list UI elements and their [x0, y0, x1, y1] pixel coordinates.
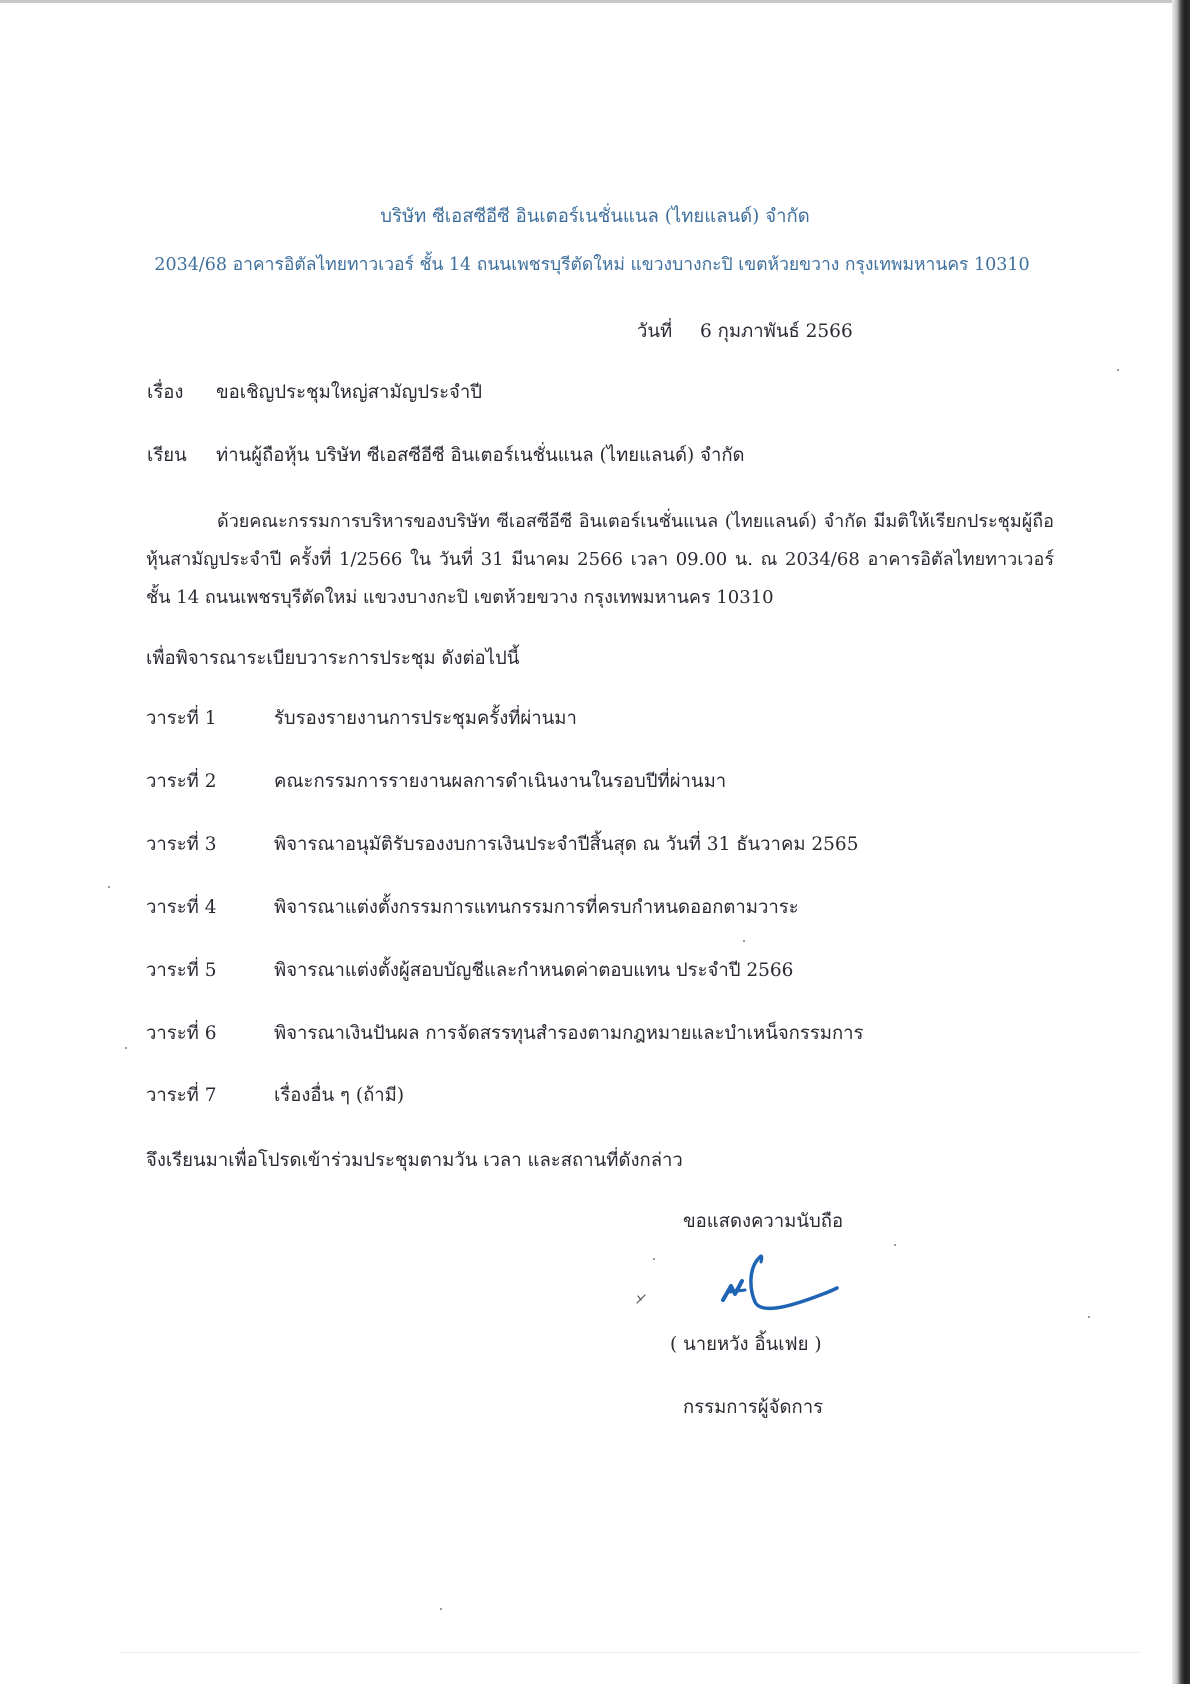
subject-label: เรื่อง [147, 382, 184, 403]
scan-speck [440, 1608, 442, 1610]
agenda-item-5-text: พิจารณาแต่งตั้งผู้สอบบัญชีและกำหนดค่าตอบแทน ประจำปี 2566 [274, 960, 794, 981]
agenda-item-5-number: วาระที่ 5 [146, 960, 217, 981]
regards-text: ขอแสดงความนับถือ [683, 1211, 844, 1232]
agenda-item-6-number: วาระที่ 6 [146, 1023, 217, 1044]
scan-top-edge [0, 0, 1190, 3]
agenda-item-4-text: พิจารณาแต่งตั้งกรรมการแทนกรรมการที่ครบกำหนดออกตามวาระ [274, 897, 799, 918]
agenda-item-2-number: วาระที่ 2 [146, 771, 217, 792]
scan-bottom-line [120, 1652, 1140, 1653]
agenda-item-7-number: วาระที่ 7 [146, 1085, 217, 1106]
scan-speck [1088, 1316, 1090, 1318]
scan-speck [894, 1244, 896, 1246]
scan-speck [1117, 369, 1119, 371]
body-paragraph: ด้วยคณะกรรมการบริหารของบริษัท ซีเอสซีอีซี อินเตอร์เนชั่นแนล (ไทยแลนด์) จำกัด มีมติให้เรียกประชุมผู้ถือหุ้นสามัญประจำปี ครั้งที่ 1/2566 ใน วันที่ 31 มีนาคม 2566 เวลา 09.00 น. ณ 2034/68 อาคารอิตัลไทยทาวเวอร์ ชั้น 14 ถนนเพชรบุรีตัดใหม่ แขวงบางกะปิ เขตห้วยขวาง กรุงเทพมหานคร 10310 [146, 511, 1054, 608]
agenda-item-2-text: คณะกรรมการรายงานผลการดำเนินงานในรอบปีที่ผ่านมา [274, 771, 727, 792]
signer-name: ( นายหวัง อิ้นเฟย ) [670, 1334, 822, 1355]
signer-title: กรรมการผู้จัดการ [683, 1397, 824, 1418]
subject-text: ขอเชิญประชุมใหญ่สามัญประจำปี [216, 382, 482, 403]
agenda-intro: เพื่อพิจารณาระเบียบวาระการประชุม ดังต่อไปนี้ [146, 648, 520, 669]
scan-speck [125, 1047, 127, 1049]
company-address: 2034/68 อาคารอิตัลไทยทาวเวอร์ ชั้น 14 ถนนเพชรบุรีตัดใหม่ แขวงบางกะปิ เขตห้วยขวาง กรุงเทพมหานคร 10310 [154, 255, 1030, 275]
agenda-item-3-text: พิจารณาอนุมัติรับรองงบการเงินประจำปีสิ้นสุด ณ วันที่ 31 ธันวาคม 2565 [274, 834, 859, 855]
closing-text: จึงเรียนมาเพื่อโปรดเข้าร่วมประชุมตามวัน เวลา และสถานที่ดังกล่าว [146, 1150, 683, 1171]
date-label: วันที่ [637, 321, 673, 342]
agenda-item-1-number: วาระที่ 1 [146, 708, 217, 729]
date-value: 6 กุมภาพันธ์ 2566 [700, 321, 853, 342]
addressee-text: ท่านผู้ถือหุ้น บริษัท ซีเอสซีอีซี อินเตอร์เนชั่นแนล (ไทยแลนด์) จำกัด [216, 445, 745, 466]
agenda-item-3-number: วาระที่ 3 [146, 834, 217, 855]
addressee-label: เรียน [147, 445, 187, 466]
tick-mark [635, 1293, 647, 1305]
agenda-item-7-text: เรื่องอื่น ๆ (ถ้ามี) [274, 1085, 405, 1106]
agenda-item-6-text: พิจารณาเงินปันผล การจัดสรรทุนสำรองตามกฎหมายและบำเหน็จกรรมการ [274, 1023, 864, 1044]
scan-speck [743, 940, 745, 942]
handwritten-signature [715, 1248, 845, 1318]
company-name: บริษัท ซีเอสซีอีซี อินเตอร์เนชั่นแนล (ไทยแลนด์) จำกัด [380, 206, 810, 227]
scan-speck [108, 886, 110, 888]
scan-speck [653, 1258, 655, 1260]
agenda-item-4-number: วาระที่ 4 [146, 897, 217, 918]
agenda-item-1-text: รับรองรายงานการประชุมครั้งที่ผ่านมา [274, 708, 577, 729]
scan-right-edge [1172, 0, 1190, 1684]
